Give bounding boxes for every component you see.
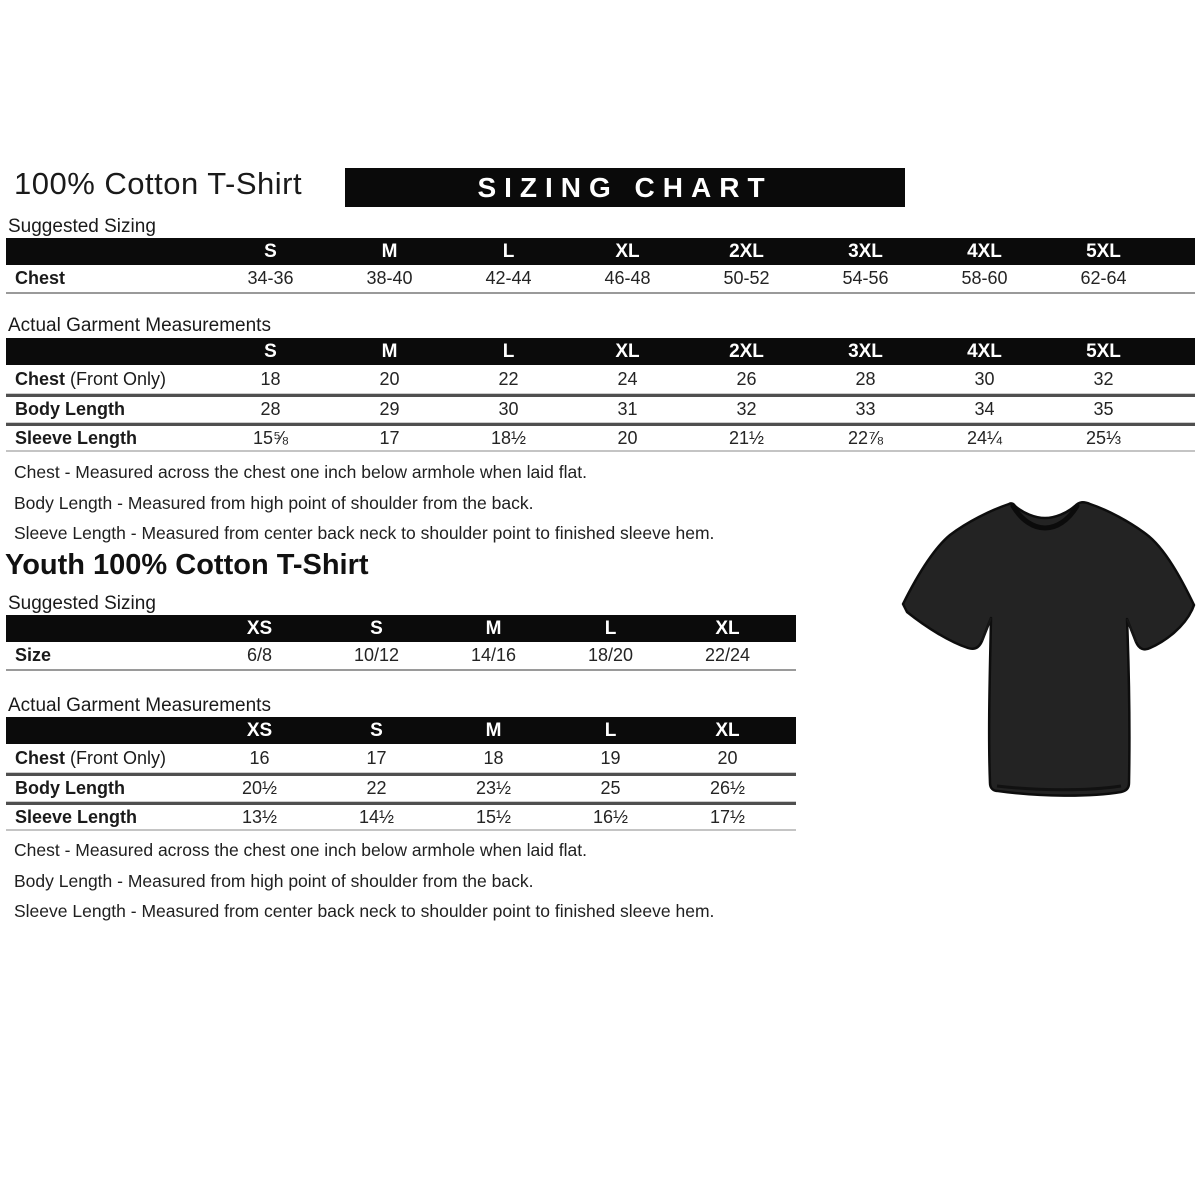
row-label-cell (6, 423, 211, 452)
size-column-header: 4XL (925, 238, 1044, 265)
measurement-cell: 22 (318, 773, 435, 802)
youth-actual-measurements-label: Actual Garment Measurements (8, 695, 271, 716)
measurement-cell: 20½ (201, 773, 318, 802)
youth-measurement-notes (14, 840, 714, 932)
chest-note: Chest - Measured across the chest one inch below armhole when laid flat. (14, 462, 587, 482)
measurement-cell: 25⅓ (1044, 423, 1163, 452)
measurement-cell: 26½ (669, 773, 786, 802)
body-length-note: Body Length - Measured from high point of shoulder from the back. (14, 492, 534, 513)
measurement-cell: 50-52 (687, 265, 806, 294)
measurement-cell: 35 (1044, 394, 1163, 423)
size-column-header: XS (201, 717, 318, 744)
filler-cell (1163, 365, 1195, 394)
adult-suggested-sizing-table (6, 238, 1195, 294)
filler-cell (786, 773, 796, 802)
size-column-header: XL (669, 615, 786, 642)
size-header-row (6, 717, 796, 744)
measurement-cell: 30 (449, 394, 568, 423)
filler-cell (1163, 394, 1195, 423)
measurement-cell: 20 (669, 744, 786, 773)
youth-suggested-sizing-table (6, 615, 796, 671)
youth-title: Youth 100% Cotton T-Shirt (5, 549, 369, 581)
tshirt-icon (893, 478, 1200, 810)
size-column-header: 4XL (925, 338, 1044, 365)
row-label-cell (6, 365, 211, 394)
filler-cell (786, 802, 796, 831)
measurement-cell: 26 (687, 365, 806, 394)
measurement-cell: 25 (552, 773, 669, 802)
size-column-header: S (318, 615, 435, 642)
row-label: Sleeve Length (15, 806, 138, 827)
measurement-cell: 15⅝ (211, 423, 330, 452)
size-column-header: L (552, 717, 669, 744)
measurement-cell: 54-56 (806, 265, 925, 294)
size-column-header: XL (568, 238, 687, 265)
size-column-header: L (449, 238, 568, 265)
row-label-cell: Size (6, 642, 201, 671)
measurement-cell: 21½ (687, 423, 806, 452)
row-label-cell (6, 802, 201, 831)
size-column-header: XL (568, 338, 687, 365)
row-label: Sleeve Length (15, 427, 138, 448)
measurement-cell: 13½ (201, 802, 318, 831)
size-column-header: 5XL (1044, 338, 1163, 365)
filler-header-cell (786, 717, 796, 744)
size-column-header: 2XL (687, 338, 806, 365)
size-column-header: M (330, 338, 449, 365)
size-column-header: L (449, 338, 568, 365)
measurement-cell: 34 (925, 394, 1044, 423)
measurement-cell: 14/16 (435, 642, 552, 671)
size-header-row (6, 238, 1195, 265)
size-column-header: 3XL (806, 238, 925, 265)
size-column-header: 5XL (1044, 238, 1163, 265)
measurement-cell: 22⅞ (806, 423, 925, 452)
measurement-cell: 24 (568, 365, 687, 394)
measurement-cell: 15½ (435, 802, 552, 831)
size-column-header: M (330, 238, 449, 265)
measurement-cell: 32 (1044, 365, 1163, 394)
measurement-cell: 28 (806, 365, 925, 394)
measurement-cell: 16½ (552, 802, 669, 831)
body-length-row (6, 394, 1195, 423)
size-column-header: M (435, 717, 552, 744)
measurement-cell: 31 (568, 394, 687, 423)
measurement-cell: 38-40 (330, 265, 449, 294)
measurement-cell: 46-48 (568, 265, 687, 294)
measurement-cell: 42-44 (449, 265, 568, 294)
sleeve-length-row (6, 423, 1195, 452)
adult-actual-measurements-table (6, 338, 1195, 452)
size-column-header: 2XL (687, 238, 806, 265)
empty-header-cell (6, 717, 201, 744)
size-range-row (6, 642, 796, 671)
sleeve-length-note: Sleeve Length - Measured from center back neck to shoulder point to finished sleeve hem. (14, 901, 715, 921)
row-label: Chest (15, 747, 66, 768)
filler-cell (1163, 423, 1195, 452)
filler-header-cell (1163, 338, 1195, 365)
measurement-cell: 17½ (669, 802, 786, 831)
row-label-suffix: (Front Only) (65, 368, 167, 389)
measurement-cell: 22/24 (669, 642, 786, 671)
measurement-cell: 29 (330, 394, 449, 423)
chest-note: Chest - Measured across the chest one inch below armhole when laid flat. (14, 840, 587, 860)
youth-suggested-sizing-label: Suggested Sizing (8, 593, 156, 614)
measurement-cell: 30 (925, 365, 1044, 394)
row-label: Chest (15, 368, 66, 389)
empty-header-cell (6, 615, 201, 642)
size-column-header: XL (669, 717, 786, 744)
black-tshirt-image (893, 478, 1200, 810)
filler-header-cell (1163, 238, 1195, 265)
chest-measurement-row (6, 365, 1195, 394)
size-column-header: S (211, 238, 330, 265)
row-label: Body Length (15, 399, 125, 419)
size-header-row (6, 615, 796, 642)
row-label-cell (6, 773, 201, 802)
sizing-chart-banner: SIZING CHART (345, 168, 905, 207)
measurement-cell: 34-36 (211, 265, 330, 294)
size-column-header: 3XL (806, 338, 925, 365)
youth-actual-measurements-table (6, 717, 796, 831)
adult-actual-measurements-label: Actual Garment Measurements (8, 315, 271, 336)
filler-header-cell (786, 615, 796, 642)
chest-range-row (6, 265, 1195, 294)
size-column-header: S (318, 717, 435, 744)
sleeve-length-row (6, 802, 796, 831)
measurement-cell: 18½ (449, 423, 568, 452)
measurement-cell: 17 (330, 423, 449, 452)
measurement-cell: 18 (435, 744, 552, 773)
measurement-cell: 18 (211, 365, 330, 394)
measurement-cell: 24¼ (925, 423, 1044, 452)
measurement-cell: 33 (806, 394, 925, 423)
empty-header-cell (6, 238, 211, 265)
measurement-cell: 19 (552, 744, 669, 773)
row-label-cell (6, 744, 201, 773)
size-header-row (6, 338, 1195, 365)
filler-cell (786, 642, 796, 671)
measurement-cell: 20 (568, 423, 687, 452)
measurement-cell: 16 (201, 744, 318, 773)
row-label-cell (6, 394, 211, 423)
measurement-cell: 58-60 (925, 265, 1044, 294)
row-label-cell: Chest (6, 265, 211, 294)
measurement-cell: 6/8 (201, 642, 318, 671)
measurement-cell: 10/12 (318, 642, 435, 671)
empty-header-cell (6, 338, 211, 365)
row-label-suffix: (Front Only) (65, 747, 167, 768)
measurement-cell: 18/20 (552, 642, 669, 671)
body-length-note: Body Length - Measured from high point of shoulder from the back. (14, 870, 534, 891)
measurement-cell: 28 (211, 394, 330, 423)
adult-measurement-notes (14, 462, 714, 554)
sleeve-length-note: Sleeve Length - Measured from center back neck to shoulder point to finished sleeve hem. (14, 523, 715, 543)
filler-cell (786, 744, 796, 773)
adult-suggested-sizing-label: Suggested Sizing (8, 216, 156, 237)
body-length-row (6, 773, 796, 802)
size-column-header: XS (201, 615, 318, 642)
chest-measurement-row (6, 744, 796, 773)
measurement-cell: 14½ (318, 802, 435, 831)
measurement-cell: 20 (330, 365, 449, 394)
measurement-cell: 17 (318, 744, 435, 773)
measurement-cell: 32 (687, 394, 806, 423)
measurement-cell: 22 (449, 365, 568, 394)
adult-title: 100% Cotton T-Shirt (14, 166, 303, 201)
filler-cell (1163, 265, 1195, 294)
measurement-cell: 23½ (435, 773, 552, 802)
size-column-header: S (211, 338, 330, 365)
size-column-header: L (552, 615, 669, 642)
measurement-cell: 62-64 (1044, 265, 1163, 294)
size-column-header: M (435, 615, 552, 642)
row-label: Body Length (15, 778, 125, 798)
